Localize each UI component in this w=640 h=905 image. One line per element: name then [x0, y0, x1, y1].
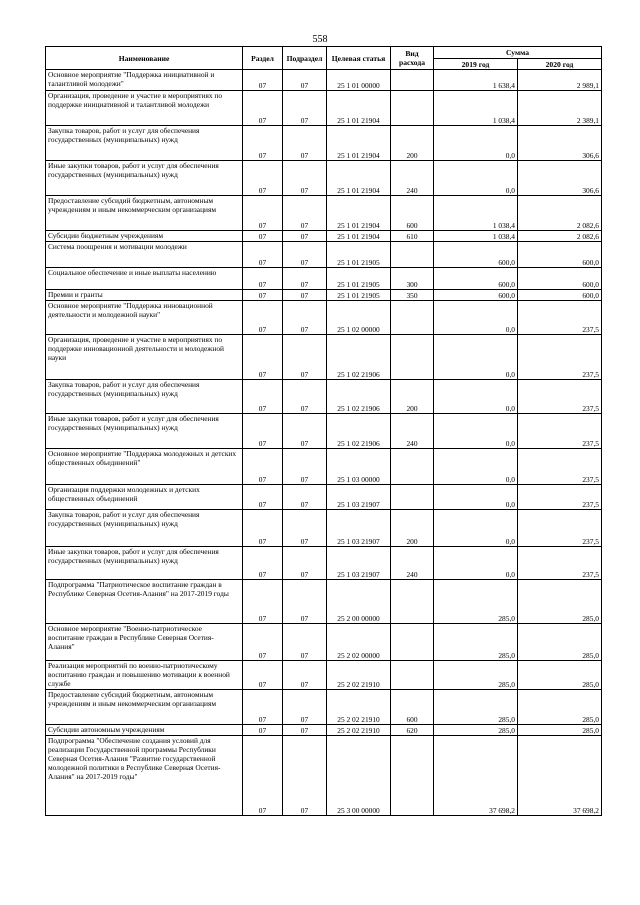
cell-pr: 07: [283, 91, 327, 126]
cell-y2020: 600,0: [518, 268, 602, 290]
cell-y2020: 237,5: [518, 380, 602, 414]
cell-y2019: 600,0: [434, 290, 518, 301]
cell-pr: 07: [283, 510, 327, 547]
cell-pr: 07: [283, 547, 327, 580]
cell-pr: 07: [283, 580, 327, 624]
cell-y2020: 306,6: [518, 126, 602, 161]
budget-table: [45, 46, 602, 816]
cell-pr: 07: [283, 335, 327, 380]
header-expense-type: Вид расхода: [391, 47, 434, 70]
cell-r: 07: [243, 126, 283, 161]
cell-name: Предоставление субсидий бюджетным, автономным учреждениям и иным некоммерческим организациям: [46, 690, 243, 725]
cell-name: Предоставление субсидий бюджетным, автономным учреждениям и иным некоммерческим организациям: [46, 196, 243, 231]
cell-csr: 25 2 02 21910: [327, 661, 391, 690]
cell-r: 07: [243, 725, 283, 736]
table-row: [46, 301, 602, 335]
cell-name: Подпрограмма "Патриотическое воспитание граждан в Республике Северная Осетия-Алания" на 2017-2019 годы: [46, 580, 243, 624]
table-row: [46, 414, 602, 449]
cell-vr: [391, 70, 434, 91]
cell-r: 07: [243, 196, 283, 231]
cell-name: Закупка товаров, работ и услуг для обеспечения государственных (муниципальных) нужд: [46, 510, 243, 547]
cell-y2019: 285,0: [434, 725, 518, 736]
table-row: [46, 126, 602, 161]
table-row: [46, 242, 602, 268]
cell-vr: [391, 91, 434, 126]
cell-y2020: 2 389,1: [518, 91, 602, 126]
cell-y2019: 0,0: [434, 126, 518, 161]
cell-name: Субсидии бюджетным учреждениям: [46, 231, 243, 242]
cell-name: Организация, проведение и участие в мероприятиях по поддержке инициативной и талантливой молодежи: [46, 91, 243, 126]
cell-name: Закупка товаров, работ и услуг для обеспечения государственных (муниципальных) нужд: [46, 380, 243, 414]
cell-r: 07: [243, 231, 283, 242]
cell-y2020: 600,0: [518, 290, 602, 301]
table-row: [46, 510, 602, 547]
cell-y2020: 285,0: [518, 661, 602, 690]
cell-vr: [391, 449, 434, 485]
cell-pr: 07: [283, 414, 327, 449]
table-row: [46, 624, 602, 661]
cell-name: Иные закупки товаров, работ и услуг для обеспечения государственных (муниципальных) нужд: [46, 161, 243, 196]
cell-vr: 240: [391, 414, 434, 449]
cell-y2019: 0,0: [434, 449, 518, 485]
cell-pr: 07: [283, 380, 327, 414]
cell-vr: 600: [391, 196, 434, 231]
cell-csr: 25 1 01 21904: [327, 231, 391, 242]
table-row: [46, 736, 602, 816]
cell-r: 07: [243, 301, 283, 335]
cell-name: Организация поддержки молодежных и детских общественных объединений: [46, 485, 243, 510]
cell-r: 07: [243, 510, 283, 547]
table-body: [46, 70, 602, 816]
cell-name: Основное мероприятие "Поддержка инициативной и талантливой молодежи": [46, 70, 243, 91]
table-row: [46, 290, 602, 301]
cell-y2019: 37 698,2: [434, 736, 518, 816]
cell-y2019: 1 038,4: [434, 231, 518, 242]
cell-csr: 25 1 01 00000: [327, 70, 391, 91]
cell-csr: 25 1 03 00000: [327, 449, 391, 485]
cell-r: 07: [243, 580, 283, 624]
cell-vr: 200: [391, 126, 434, 161]
cell-y2020: 237,5: [518, 547, 602, 580]
cell-pr: 07: [283, 242, 327, 268]
table-row: [46, 547, 602, 580]
cell-name: Основное мероприятие "Поддержка инновационной деятельности и молодежной науки": [46, 301, 243, 335]
cell-pr: 07: [283, 725, 327, 736]
table-row: [46, 661, 602, 690]
cell-csr: 25 2 02 21910: [327, 690, 391, 725]
cell-name: Премии и гранты: [46, 290, 243, 301]
cell-pr: 07: [283, 268, 327, 290]
header-podrazdel: Подраздел: [283, 47, 327, 70]
cell-vr: 200: [391, 510, 434, 547]
cell-r: 07: [243, 268, 283, 290]
cell-vr: 350: [391, 290, 434, 301]
cell-pr: 07: [283, 231, 327, 242]
cell-csr: 25 1 01 21904: [327, 126, 391, 161]
cell-vr: 610: [391, 231, 434, 242]
cell-y2019: 600,0: [434, 242, 518, 268]
cell-name: Подпрограмма "Обеспечение создания условий для реализации Государственной программы Республики Северная Осетия-Алания "Развитие государственной молодежной политики в Республике Северная Осетия-Алания" на 2017-2019 годы": [46, 736, 243, 816]
cell-csr: 25 3 00 00000: [327, 736, 391, 816]
header-razdel: Раздел: [243, 47, 283, 70]
table-row: [46, 485, 602, 510]
cell-vr: [391, 736, 434, 816]
cell-y2020: 285,0: [518, 580, 602, 624]
cell-y2020: 237,5: [518, 510, 602, 547]
cell-y2019: 1 038,4: [434, 91, 518, 126]
cell-csr: 25 2 00 00000: [327, 580, 391, 624]
cell-csr: 25 1 01 21904: [327, 161, 391, 196]
cell-name: Закупка товаров, работ и услуг для обеспечения государственных (муниципальных) нужд: [46, 126, 243, 161]
cell-y2020: 285,0: [518, 725, 602, 736]
cell-csr: 25 1 01 21905: [327, 242, 391, 268]
cell-vr: [391, 661, 434, 690]
cell-vr: 300: [391, 268, 434, 290]
cell-r: 07: [243, 449, 283, 485]
table-row: [46, 335, 602, 380]
table-row: [46, 70, 602, 91]
cell-csr: 25 1 02 00000: [327, 301, 391, 335]
page-number: 558: [312, 34, 328, 45]
cell-y2020: 285,0: [518, 690, 602, 725]
cell-pr: 07: [283, 661, 327, 690]
cell-r: 07: [243, 242, 283, 268]
cell-vr: 200: [391, 380, 434, 414]
cell-y2019: 600,0: [434, 268, 518, 290]
cell-vr: 240: [391, 161, 434, 196]
cell-y2019: 0,0: [434, 414, 518, 449]
cell-name: Иные закупки товаров, работ и услуг для обеспечения государственных (муниципальных) нужд: [46, 414, 243, 449]
cell-csr: 25 1 02 21906: [327, 335, 391, 380]
cell-y2020: 2 989,1: [518, 70, 602, 91]
cell-vr: [391, 485, 434, 510]
cell-vr: [391, 242, 434, 268]
cell-r: 07: [243, 690, 283, 725]
cell-pr: 07: [283, 736, 327, 816]
cell-csr: 25 2 02 21910: [327, 725, 391, 736]
cell-vr: [391, 301, 434, 335]
cell-y2020: 237,5: [518, 449, 602, 485]
table-row: [46, 449, 602, 485]
header-target-article: Целевая статья: [327, 47, 391, 70]
table-row: [46, 580, 602, 624]
cell-pr: 07: [283, 690, 327, 725]
cell-pr: 07: [283, 161, 327, 196]
cell-r: 07: [243, 91, 283, 126]
cell-y2020: 37 698,2: [518, 736, 602, 816]
cell-name: Субсидии автономным учреждениям: [46, 725, 243, 736]
table-row: [46, 91, 602, 126]
cell-y2020: 600,0: [518, 242, 602, 268]
cell-y2019: 0,0: [434, 335, 518, 380]
cell-name: Система поощрения и мотивации молодежи: [46, 242, 243, 268]
cell-y2020: 237,5: [518, 335, 602, 380]
cell-vr: 240: [391, 547, 434, 580]
cell-pr: 07: [283, 126, 327, 161]
cell-name: Социальное обеспечение и иные выплаты населению: [46, 268, 243, 290]
cell-pr: 07: [283, 290, 327, 301]
table-row: [46, 690, 602, 725]
table-row: [46, 196, 602, 231]
cell-y2019: 1 038,4: [434, 196, 518, 231]
cell-vr: 620: [391, 725, 434, 736]
cell-pr: 07: [283, 449, 327, 485]
cell-name: Основное мероприятие "Поддержка молодежных и детских общественных объединений": [46, 449, 243, 485]
cell-pr: 07: [283, 301, 327, 335]
cell-name: Основное мероприятие "Военно-патриотическое воспитание граждан в Республике Северная Осетия- Алания": [46, 624, 243, 661]
cell-pr: 07: [283, 624, 327, 661]
cell-vr: [391, 335, 434, 380]
cell-vr: [391, 580, 434, 624]
cell-r: 07: [243, 547, 283, 580]
cell-y2019: 1 638,4: [434, 70, 518, 91]
cell-csr: 25 2 02 00000: [327, 624, 391, 661]
cell-r: 07: [243, 661, 283, 690]
cell-name: Реализация мероприятий по военно-патриотическому воспитанию граждан и повышению мотивации к военной службе: [46, 661, 243, 690]
cell-y2019: 285,0: [434, 624, 518, 661]
cell-csr: 25 1 03 21907: [327, 510, 391, 547]
cell-y2020: 306,6: [518, 161, 602, 196]
cell-r: 07: [243, 624, 283, 661]
cell-vr: [391, 624, 434, 661]
header-sum: Сумма: [434, 47, 602, 59]
header-name: Наименование: [46, 47, 243, 70]
cell-y2019: 0,0: [434, 547, 518, 580]
header-year-2019: 2019 год: [434, 59, 518, 70]
cell-r: 07: [243, 485, 283, 510]
cell-csr: 25 1 02 21906: [327, 414, 391, 449]
header-year-2020: 2020 год: [518, 59, 602, 70]
cell-vr: 600: [391, 690, 434, 725]
cell-y2019: 0,0: [434, 485, 518, 510]
cell-y2020: 285,0: [518, 624, 602, 661]
cell-csr: 25 1 03 21907: [327, 485, 391, 510]
cell-name: Иные закупки товаров, работ и услуг для обеспечения государственных (муниципальных) нужд: [46, 547, 243, 580]
cell-y2019: 285,0: [434, 580, 518, 624]
cell-pr: 07: [283, 196, 327, 231]
table-row: [46, 725, 602, 736]
cell-pr: 07: [283, 70, 327, 91]
cell-csr: 25 1 01 21904: [327, 196, 391, 231]
cell-csr: 25 1 03 21907: [327, 547, 391, 580]
cell-csr: 25 1 01 21905: [327, 290, 391, 301]
cell-r: 07: [243, 161, 283, 196]
cell-r: 07: [243, 414, 283, 449]
cell-y2020: 237,5: [518, 301, 602, 335]
cell-csr: 25 1 01 21904: [327, 91, 391, 126]
cell-y2019: 285,0: [434, 661, 518, 690]
cell-pr: 07: [283, 485, 327, 510]
cell-r: 07: [243, 335, 283, 380]
cell-y2019: 0,0: [434, 380, 518, 414]
cell-name: Организация, проведение и участие в мероприятиях по поддержке инновационной деятельности и молодежной науки: [46, 335, 243, 380]
cell-y2020: 237,5: [518, 485, 602, 510]
table-row: [46, 161, 602, 196]
cell-y2019: 0,0: [434, 510, 518, 547]
table-row: [46, 268, 602, 290]
cell-csr: 25 1 01 21905: [327, 268, 391, 290]
cell-y2019: 0,0: [434, 301, 518, 335]
cell-y2020: 237,5: [518, 414, 602, 449]
cell-r: 07: [243, 736, 283, 816]
cell-r: 07: [243, 70, 283, 91]
cell-y2019: 285,0: [434, 690, 518, 725]
cell-y2020: 2 082,6: [518, 231, 602, 242]
table-row: [46, 231, 602, 242]
cell-y2019: 0,0: [434, 161, 518, 196]
cell-r: 07: [243, 380, 283, 414]
cell-y2020: 2 082,6: [518, 196, 602, 231]
cell-r: 07: [243, 290, 283, 301]
cell-csr: 25 1 02 21906: [327, 380, 391, 414]
table-row: [46, 380, 602, 414]
